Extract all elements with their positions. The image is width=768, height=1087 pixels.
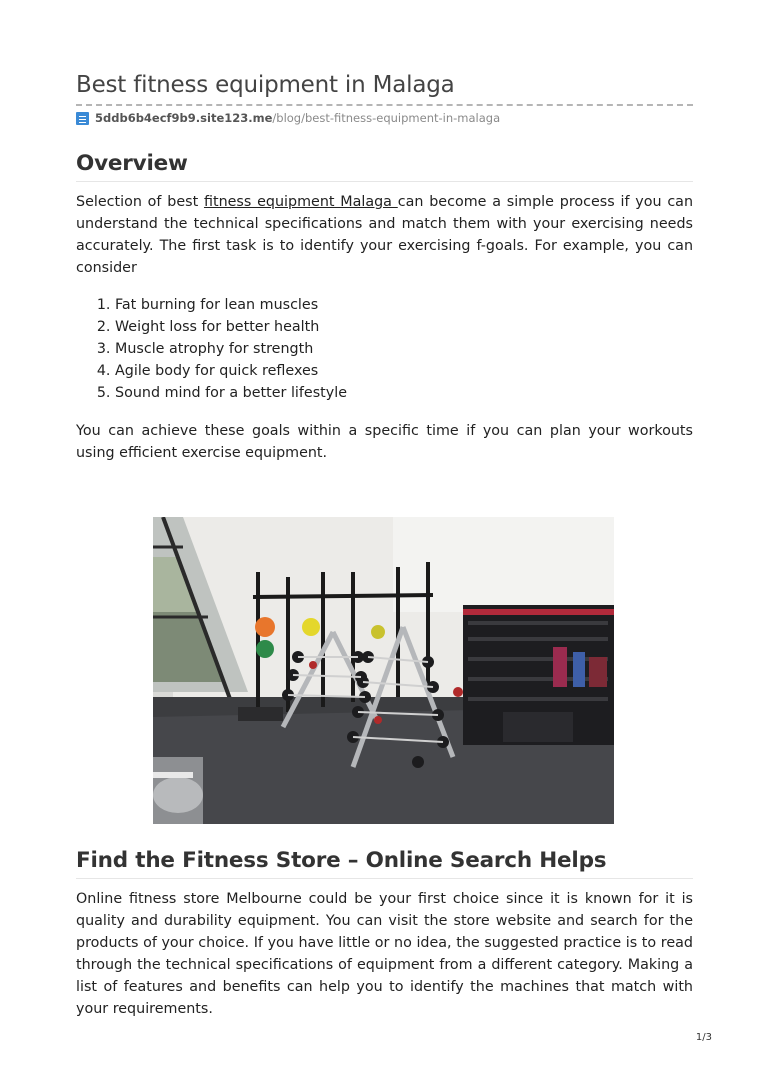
source-url[interactable]	[76, 111, 500, 125]
list-item: 2. Weight loss for better health	[115, 317, 347, 339]
gym-equipment-photo	[153, 517, 614, 824]
overview-paragraph	[76, 192, 693, 280]
paragraph-text: can become a simple process if you can understand the technical specifications and match them with your exercising needs accurately. The first task is to identify your exercising f-goals. For example, you can consider	[76, 194, 694, 276]
list-item: 1. Fat burning for lean muscles	[115, 295, 347, 317]
paragraph-text: Selection of best	[76, 194, 204, 210]
section-heading-overview: Overview	[76, 151, 693, 182]
url-path: /blog/best-fitness-equipment-in-malaga	[272, 111, 501, 125]
gym-photo-illustration	[153, 517, 614, 824]
page-number: 1/3	[695, 1032, 712, 1043]
goals-list	[76, 295, 347, 405]
document-icon	[76, 112, 89, 125]
list-item: 3. Muscle atrophy for strength	[115, 339, 347, 361]
list-item: 4. Agile body for quick reflexes	[115, 361, 347, 383]
url-domain: 5ddb6b4ecf9b9.site123.me	[95, 111, 273, 125]
section-heading-fitness-store: Find the Fitness Store – Online Search Helps	[76, 848, 693, 879]
goals-summary-paragraph: You can achieve these goals within a specific time if you can plan your workouts using efficient exercise equipment.	[76, 423, 693, 461]
list-item: 5. Sound mind for a better lifestyle	[115, 383, 347, 405]
page-title: Best fitness equipment in Malaga	[76, 72, 693, 106]
fitness-store-paragraph: Online fitness store Melbourne could be your first choice since it is known for it is quality and durability equipment. You can visit the store website and search for the products of your choice. If you have little or no idea, the suggested practice is to read through the technical specifications of equipment from a different category. Making a list of features and benefits can help you to identify the machines that match with your requirements.	[76, 891, 693, 1017]
fitness-equipment-link[interactable]: fitness equipment Malaga	[203, 194, 398, 210]
